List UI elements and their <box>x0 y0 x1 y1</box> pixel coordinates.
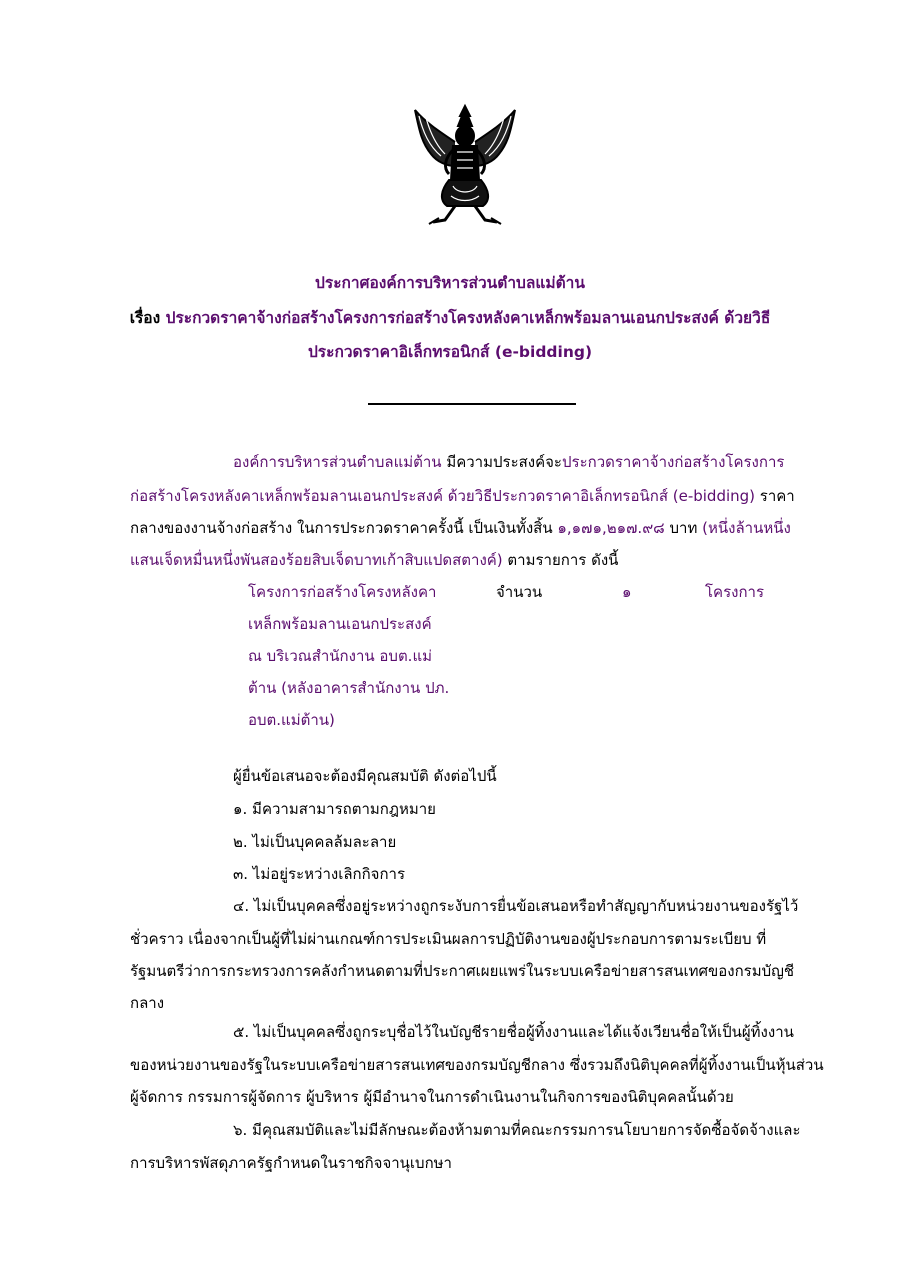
project-name-line: โครงการก่อสร้างโครงหลังคา <box>248 583 437 601</box>
qualification-item-4: ๔. ไม่เป็นบุคคลซึ่งอยู่ระหว่างถูกระงับการยื่นข้อเสนอหรือทำสัญญากับหน่วยงานของรัฐไว้ <box>233 897 799 915</box>
announcement-subject-cont: ประกวดราคาอิเล็กทรอนิกส์ (e-bidding) <box>307 343 593 361</box>
qualification-item-3: ๓. ไม่อยู่ระหว่างเลิกกิจการ <box>233 865 406 883</box>
project-name-line: เหล็กพร้อมลานเอนกประสงค์ <box>248 615 432 633</box>
subject-prefix: เรื่อง <box>129 309 161 327</box>
qualification-item-2: ๒. ไม่เป็นบุคคลล้มละลาย <box>233 833 397 851</box>
title-divider <box>368 403 576 405</box>
qualification-item-4-cont: ชั่วคราว เนื่องจากเป็นผู้ที่ไม่ผ่านเกณฑ์การประเมินผลการปฏิบัติงานของผู้ประกอบการตามระเบียบ ที่ <box>130 930 767 948</box>
qualification-item-1: ๑. มีความสามารถตามกฎหมาย <box>233 800 436 818</box>
qualification-item-6-cont: การบริหารพัสดุภาครัฐกำหนดในราชกิจจานุเบกษา <box>130 1154 452 1172</box>
qualification-item-6: ๖. มีคุณสมบัติและไม่มีลักษณะต้องห้ามตามที่คณะกรรมการนโยบายการจัดซื้อจัดจ้างและ <box>233 1121 801 1139</box>
qualification-item-5-cont: ผู้จัดการ กรรมการผู้จัดการ ผู้บริหาร ผู้มีอำนาจในการดำเนินงานในกิจการของนิติบุคคลนั้นด้วย <box>130 1088 734 1106</box>
intro-org: องค์การบริหารส่วนตำบลแม่ต้าน <box>233 453 442 471</box>
qualification-item-4-cont: กลาง <box>130 994 165 1012</box>
announcement-title: ประกาศองค์การบริหารส่วนตำบลแม่ต้าน <box>315 274 585 292</box>
budget-amount: ๑,๑๗๑,๒๑๗.๙๘ <box>557 519 665 537</box>
announcement-subject <box>120 305 780 330</box>
qualification-item-5: ๕. ไม่เป็นบุคคลซึ่งถูกระบุชื่อไว้ในบัญชีรายชื่อผู้ทิ้งงานและได้แจ้งเวียนชื่อให้เป็นผู้ทิ้งงาน <box>233 1023 794 1041</box>
intro-text-4: ตามรายการ ดังนี้ <box>502 551 619 569</box>
project-name-line: อบต.แม่ต้าน) <box>248 711 335 729</box>
garuda-emblem <box>405 102 525 230</box>
intro-line-4 <box>130 550 618 570</box>
amount-unit: โครงการ <box>705 583 765 601</box>
project-name <box>248 582 458 742</box>
intro-line-3 <box>130 518 791 538</box>
project-name-line: ต้าน (หลังอาคารสำนักงาน ปภ. <box>248 679 450 697</box>
intro-purpose: ประกวดราคาจ้างก่อสร้างโครงการ <box>561 453 785 471</box>
budget-words-cont: แสนเจ็ดหมื่นหนึ่งพันสองร้อยสิบเจ็ดบาทเก้าสิบแปดสตางค์) <box>130 551 503 569</box>
intro-text: มีความประสงค์จะ <box>441 453 562 471</box>
qualification-item-5-cont: ของหน่วยงานของรัฐในระบบเครือข่ายสารสนเทศของกรมบัญชีกลาง ซึ่งรวมถึงนิติบุคคลที่ผู้ทิ้งงานเป็นหุ้นส่วน <box>130 1056 824 1074</box>
intro-text-3: กลางของงานจ้างก่อสร้าง ในการประกวดราคาครั้งนี้ เป็นเงินทั้งสิ้น <box>130 519 558 537</box>
intro-line-1 <box>233 452 784 472</box>
intro-line-2 <box>130 486 795 506</box>
project-name-line: ณ บริเวณสำนักงาน อบต.แม่ <box>248 647 433 665</box>
amount-label: จำนวน <box>496 583 543 601</box>
intro-project: ก่อสร้างโครงหลังคาเหล็กพร้อมลานเอนกประสงค์ ด้วยวิธีประกวดราคาอิเล็กทรอนิกส์ (e-bidding) <box>130 487 756 505</box>
baht-label: บาท <box>664 519 703 537</box>
subject-text: ประกวดราคาจ้างก่อสร้างโครงการก่อสร้างโครงหลังคาเหล็กพร้อมลานเอนกประสงค์ ด้วยวิธี <box>165 309 771 327</box>
amount-value: ๑ <box>622 583 632 601</box>
qualification-item-4-cont: รัฐมนตรีว่าการกระทรวงการคลังกำหนดตามที่ประกาศเผยแพร่ในระบบเครือข่ายสารสนเทศของกรมบัญชี <box>130 962 795 980</box>
qualifications-intro: ผู้ยื่นข้อเสนอจะต้องมีคุณสมบัติ ดังต่อไปนี้ <box>233 767 497 785</box>
intro-text-2: ราคา <box>755 487 795 505</box>
budget-words: (หนึ่งล้านหนึ่ง <box>702 519 791 537</box>
